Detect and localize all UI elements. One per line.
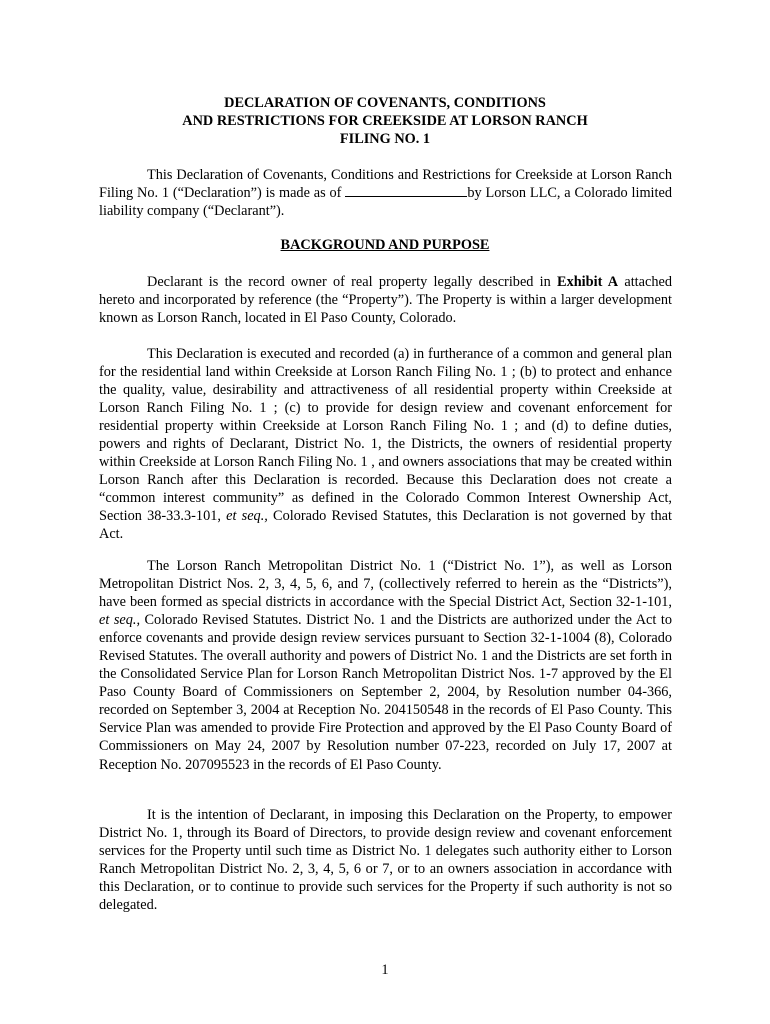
intro-text-after-blank: by Lorson LLC, a Colorado limited liability company (“Declarant”).	[99, 185, 673, 220]
paragraph-purpose	[99, 345, 672, 544]
page-number: 1	[381, 962, 389, 978]
para1-text-b: attached hereto and incorporated by reference (the “Property”). The Property is within a larger development known as Lorson Ranch, located in El Paso County, Colorado.	[99, 274, 672, 327]
para2-text-b: Colorado Revised Statutes, this Declaration is not governed by that Act.	[99, 508, 672, 543]
paragraph-property	[99, 273, 672, 327]
intro-paragraph	[99, 166, 672, 220]
para3-text-b: Colorado Revised Statutes. District No. 1 and the Districts are authorized under the Act to enforce covenants and provide design review services pursuant to Section 32-1-1004 (8), Colorado Revised Statutes. The overall authority and powers of District No. 1 and the Districts are set forth in the Consolidated Service Plan for Lorson Ranch Metropolitan District Nos. 1-7 approved by the El Paso County Board of Commissioners on September 2, 2004, by Resolution number 04-366, recorded on September 3, 2004 at Reception No. 204150548 in the records of El Paso County. This Service Plan was amended to provide Fire Protection and approved by the El Paso County Board of Commissioners on May 24, 2007 by Resolution number 07-223, recorded on July 17, 2007 at Reception No. 207095523 in the records of El Paso County.	[99, 612, 672, 773]
title-line-1: DECLARATION OF COVENANTS, CONDITIONS	[224, 95, 546, 111]
intro-text-before-blank: This Declaration of Covenants, Conditions and Restrictions for Creekside at Lorson Ranch Filing No. 1 (“Declaration”) is made as of	[99, 167, 672, 202]
section-heading: BACKGROUND AND PURPOSE	[280, 237, 490, 253]
para2-et-seq: et seq.,	[226, 508, 268, 525]
paragraph-districts	[99, 557, 672, 774]
paragraph-intention: It is the intention of Declarant, in imposing this Declaration on the Property, to empower District No. 1, through its Board of Directors, to provide design review and covenant enforcement services for the Property until such time as District No. 1 delegates such authority either to Lorson Ranch Metropolitan District No. 2, 3, 4, 5, 6 or 7, or to an owners association in accordance with this Declaration, or to continue to provide such services for the Property if such authority is not so delegated.	[99, 807, 672, 914]
exhibit-a-reference: Exhibit A	[557, 274, 619, 290]
title-line-2: AND RESTRICTIONS FOR CREEKSIDE AT LORSON RANCH	[182, 113, 588, 129]
date-blank-line	[345, 184, 467, 197]
para3-et-seq: et seq.,	[99, 612, 141, 629]
para1-text-a: Declarant is the record owner of real property legally described in	[147, 274, 558, 290]
title-line-3: FILING NO. 1	[339, 131, 431, 147]
document-title	[0, 94, 770, 148]
para3-text-a: The Lorson Ranch Metropolitan District No. 1 (“District No. 1”), as well as Lorson Metropolitan District Nos. 2, 3, 4, 5, 6, and 7, (collectively referred to herein as the “Districts”), have been formed as special districts in accordance with the Special District Act, Section 32-1-101,	[99, 558, 672, 611]
para2-text-a: This Declaration is executed and recorded (a) in furtherance of a common and general plan for the residential land within Creekside at Lorson Ranch Filing No. 1 ; (b) to protect and enhance the quality, value, desirability and attractiveness of all residential property within Creekside at Lorson Ranch Filing No. 1 ; (c) to provide for design review and covenant enforcement for residential property within Creekside at Lorson Ranch Filing No. 1 ; and (d) to define duties, powers and rights of Declarant, District No. 1, the Districts, the owners of residential property within Creekside at Lorson Ranch Filing No. 1 , and owners associations that may be created within Lorson Ranch after this Declaration is recorded. Because this Declaration does not create a “common interest community” as defined in the Colorado Common Interest Ownership Act, Section 38-33.3-101,	[99, 346, 672, 525]
